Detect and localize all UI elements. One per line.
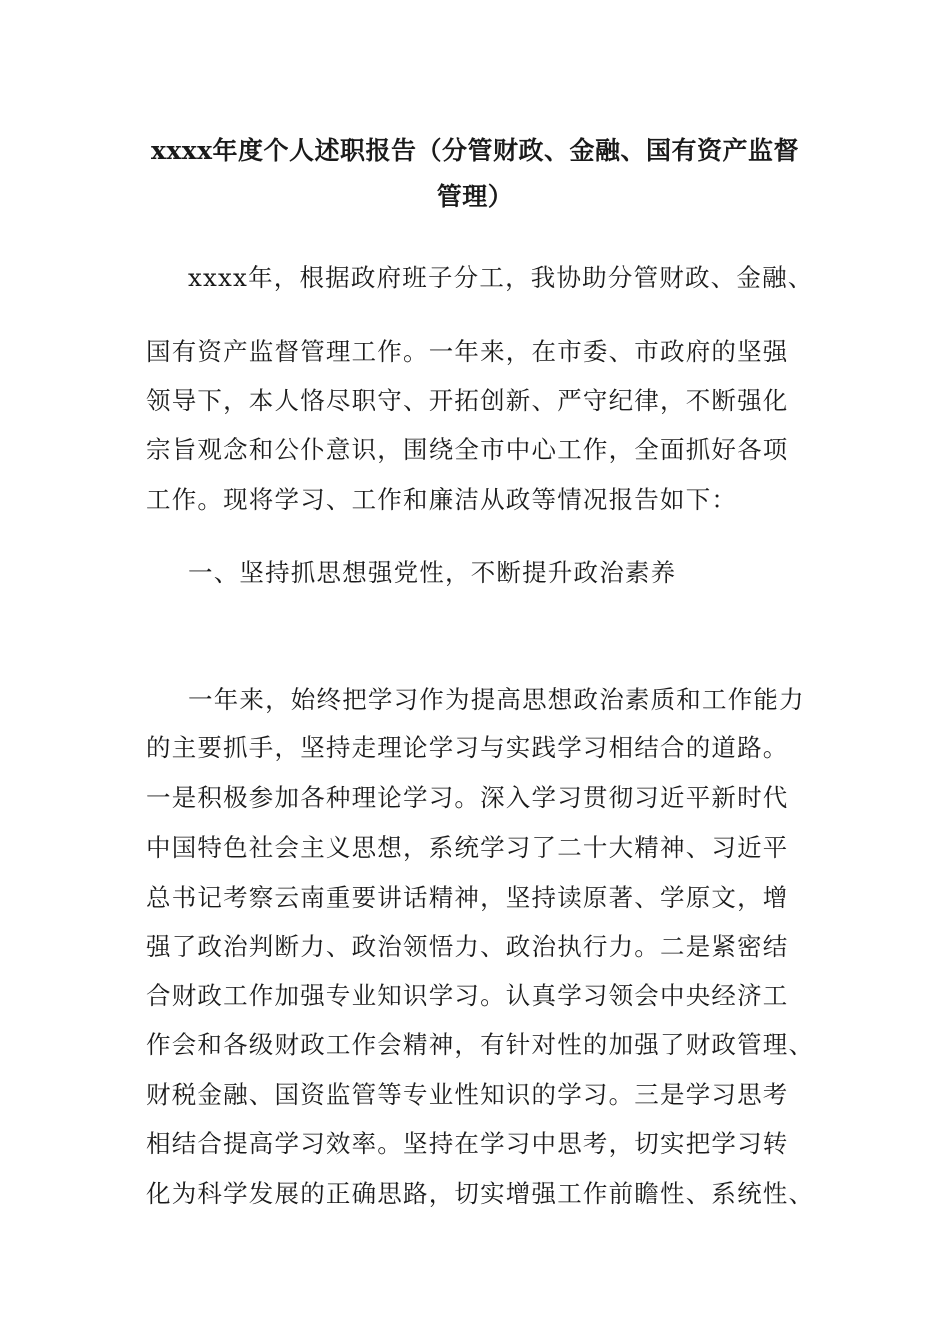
intro-line-5: 工作。现将学习、工作和廉洁从政等情况报告如下：: [146, 485, 738, 514]
document-title: [140, 128, 810, 220]
section-heading: 一、坚持抓思想强党性，不断提升政治素养: [188, 558, 677, 587]
title-line-2: 管理）: [436, 182, 514, 211]
section-line-5: 总书记考察云南重要讲话精神，坚持读原著、学原文，增: [146, 883, 789, 912]
section-line-4: 中国特色社会主义思想，系统学习了二十大精神、习近平: [146, 833, 789, 862]
section-line-8: 作会和各级财政工作会精神，有针对性的加强了财政管理、: [146, 1030, 815, 1059]
section-line-7: 合财政工作加强专业知识学习。认真学习领会中央经济工: [146, 981, 789, 1010]
section-line-10: 相结合提高学习效率。坚持在学习中思考，切实把学习转: [146, 1129, 789, 1158]
title-line-1: xxxx年度个人述职报告（分管财政、金融、国有资产监督: [150, 136, 800, 165]
section-line-9: 财税金融、国资监管等专业性知识的学习。三是学习思考: [146, 1080, 789, 1109]
section-line-6: 强了政治判断力、政治领悟力、政治执行力。二是紧密结: [146, 932, 789, 961]
intro-line-4: 宗旨观念和公仆意识，围绕全市中心工作，全面抓好各项: [146, 435, 789, 464]
section-line-1: 一年来，始终把学习作为提高思想政治素质和工作能力: [188, 685, 805, 714]
intro-line-3: 领导下，本人恪尽职守、开拓创新、严守纪律，不断强化: [146, 386, 789, 415]
section-line-3: 一是积极参加各种理论学习。深入学习贯彻习近平新时代: [146, 783, 789, 812]
section-line-2: 的主要抓手，坚持走理论学习与实践学习相结合的道路。: [146, 733, 789, 762]
intro-line-2: 国有资产监督管理工作。一年来，在市委、市政府的坚强: [146, 337, 789, 366]
intro-line-1: xxxx年，根据政府班子分工，我协助分管财政、金融、: [188, 263, 814, 292]
section-line-11: 化为科学发展的正确思路，切实增强工作前瞻性、系统性、: [146, 1179, 815, 1208]
